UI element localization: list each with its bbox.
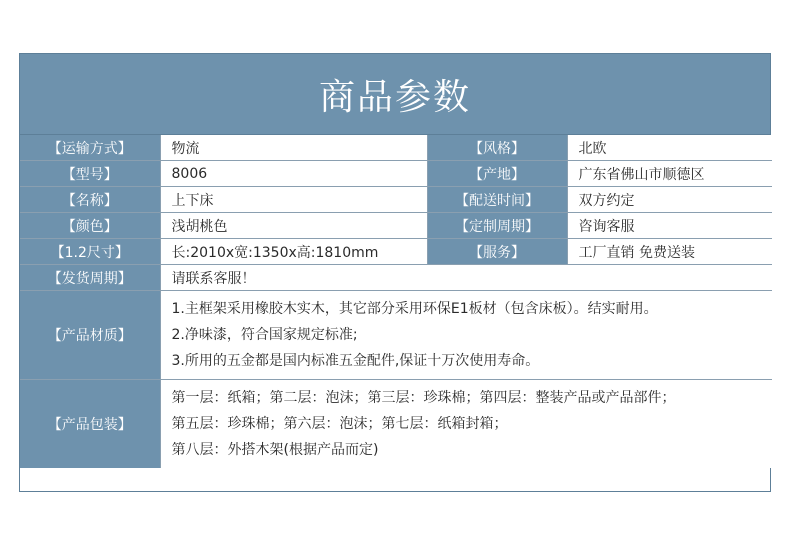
param-value: 长:2010x宽:1350x高:1810mm <box>160 239 427 265</box>
param-value: 上下床 <box>160 187 427 213</box>
param-value: 双方约定 <box>567 187 772 213</box>
material-line: 1.主框架采用橡胶木实木，其它部分采用环保E1板材（包含床板）。结实耐用。 <box>171 301 658 317</box>
param-value: 8006 <box>160 161 427 187</box>
delivery-value: 请联系客服！ <box>160 265 772 291</box>
param-label: 【名称】 <box>20 187 160 213</box>
param-value: 咨询客服 <box>567 213 772 239</box>
packaging-label: 【产品包装】 <box>20 380 160 469</box>
params-grid <box>20 135 772 468</box>
param-label: 【定制周期】 <box>427 213 567 239</box>
material-line: 2.净味漆，符合国家规定标准; <box>171 327 358 343</box>
param-row <box>20 239 772 265</box>
param-label: 【颜色】 <box>20 213 160 239</box>
param-label: 【风格】 <box>427 135 567 161</box>
param-value: 浅胡桃色 <box>160 213 427 239</box>
material-line: 3.所用的五金都是国内标准五金配件,保证十万次使用寿命。 <box>171 353 540 369</box>
param-value: 工厂直销 免费送装 <box>567 239 772 265</box>
delivery-label: 【发货周期】 <box>20 265 160 291</box>
param-label: 【配送时间】 <box>427 187 567 213</box>
packaging-line: 第一层：纸箱；第二层：泡沫；第三层：珍珠棉；第四层：整装产品或产品部件； <box>171 390 676 406</box>
param-label: 【运输方式】 <box>20 135 160 161</box>
param-label: 【型号】 <box>20 161 160 187</box>
param-value: 物流 <box>160 135 427 161</box>
param-row <box>20 135 772 161</box>
param-label: 【服务】 <box>427 239 567 265</box>
param-label: 【1.2尺寸】 <box>20 239 160 265</box>
param-row <box>20 187 772 213</box>
packaging-line: 第八层：外搭木架(根据产品而定) <box>171 442 379 458</box>
delivery-row <box>20 265 772 291</box>
param-row <box>20 161 772 187</box>
param-value: 广东省佛山市顺德区 <box>567 161 772 187</box>
page-title: 商品参数 <box>20 54 770 135</box>
packaging-row <box>20 380 772 469</box>
material-label: 【产品材质】 <box>20 291 160 380</box>
param-label: 【产地】 <box>427 161 567 187</box>
product-parameters-table <box>19 53 771 492</box>
packaging-line: 第五层：珍珠棉；第六层：泡沫；第七层：纸箱封箱； <box>171 416 508 432</box>
material-row <box>20 291 772 380</box>
param-value: 北欧 <box>567 135 772 161</box>
param-row <box>20 213 772 239</box>
packaging-value <box>160 380 772 469</box>
material-value <box>160 291 772 380</box>
